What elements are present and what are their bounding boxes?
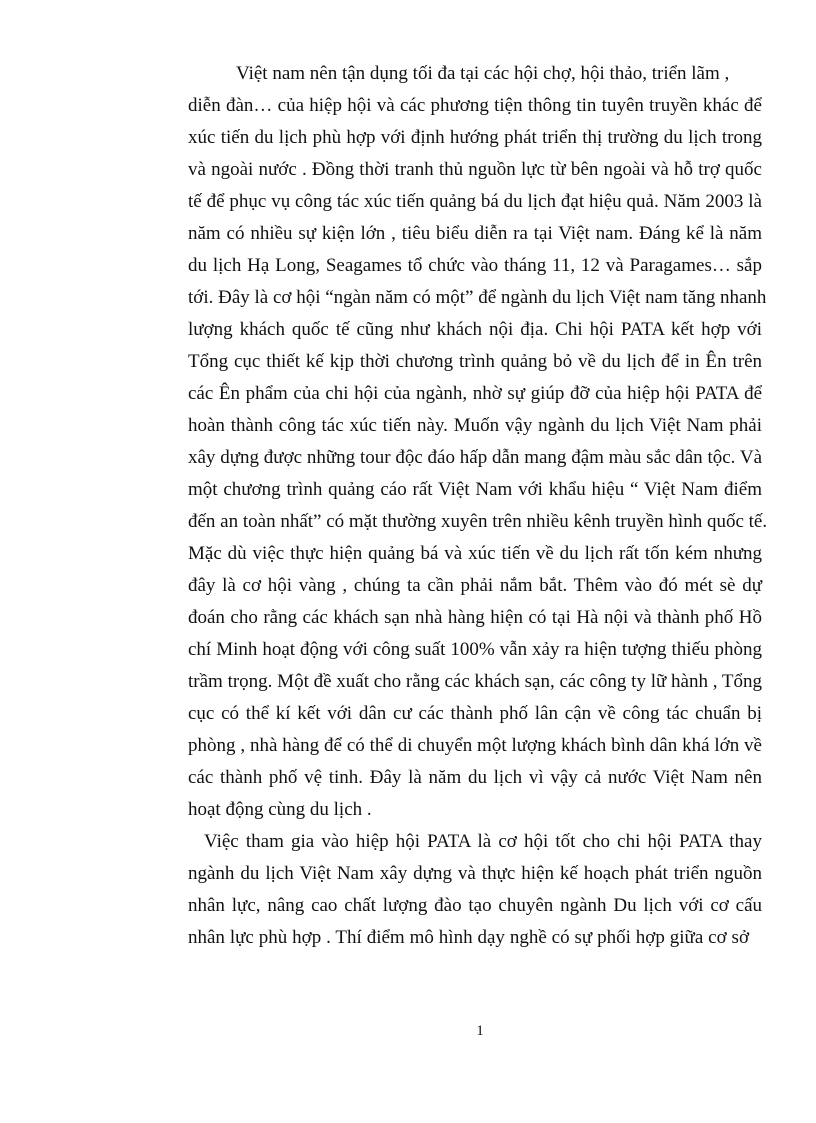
paragraph-line: trầm trọng. Một đề xuất cho rằng các khách sạn, các công ty lữ hành , Tổng [188, 671, 762, 692]
paragraph-line: du lịch Hạ Long, Seagames tổ chức vào tháng 11, 12 và Paragames… sắp [188, 255, 762, 276]
paragraph-line: các Ên phẩm của chi hội của ngành, nhờ sự giúp đỡ của hiệp hội PATA để [188, 383, 762, 404]
paragraph-line: Tổng cục thiết kế kịp thời chương trình quảng bỏ về du lịch để in Ên trên [188, 351, 762, 372]
paragraph-line: Mặc dù việc thực hiện quảng bá và xúc tiến về du lịch rất tốn kém nhưng [188, 543, 762, 564]
paragraph-line: cục có thể kí kết với dân cư các thành phố lân cận về công tác chuẩn bị [188, 703, 762, 724]
paragraph-line: diễn đàn… của hiệp hội và các phương tiện thông tin tuyên truyền khác để [188, 95, 762, 116]
paragraph-line: xúc tiến du lịch phù hợp với định hướng phát triển thị trường du lịch trong [188, 127, 762, 148]
paragraph-line: tới. Đây là cơ hội “ngàn năm có một” để ngành du lịch Việt nam tăng nhanh [188, 287, 767, 308]
paragraph-line: hoàn thành công tác xúc tiến này. Muốn vậy ngành du lịch Việt Nam phải [188, 415, 762, 436]
paragraph-line: Việc tham gia vào hiệp hội PATA là cơ hội tốt cho chi hội PATA thay [204, 831, 762, 852]
paragraph-line: nhân lực, nâng cao chất lượng đào tạo chuyên ngành Du lịch với cơ cấu [188, 895, 762, 916]
paragraph-line: xây dựng được những tour độc đáo hấp dẫn mang đậm màu sắc dân tộc. Và [188, 447, 762, 468]
paragraph-line: đoán cho rằng các khách sạn nhà hàng hiện có tại Hà nội và thành phố Hồ [188, 607, 762, 628]
paragraph-line: ngành du lịch Việt Nam xây dựng và thực hiện kế hoạch phát triển nguồn [188, 863, 762, 884]
paragraph-line: nhân lực phù hợp . Thí điểm mô hình dạy nghề có sự phối hợp giữa cơ sở [188, 927, 749, 948]
paragraph-line: lượng khách quốc tế cũng như khách nội địa. Chi hội PATA kết hợp với [188, 319, 762, 340]
paragraph-line: phòng , nhà hàng để có thể di chuyển một lượng khách bình dân khá lớn về [188, 735, 762, 756]
paragraph-line: một chương trình quảng cáo rất Việt Nam với khẩu hiệu “ Việt Nam điểm [188, 479, 762, 500]
paragraph-line: và ngoài nước . Đồng thời tranh thủ nguồn lực từ bên ngoài và hỗ trợ quốc [188, 159, 762, 180]
paragraph-line: các thành phố vệ tinh. Đây là năm du lịch vì vậy cả nước Việt Nam nên [188, 767, 762, 788]
paragraph-line: tế để phục vụ công tác xúc tiến quảng bá du lịch đạt hiệu quả. Năm 2003 là [188, 191, 762, 212]
paragraph-line: năm có nhiều sự kiện lớn , tiêu biểu diễn ra tại Việt nam. Đáng kể là năm [188, 223, 762, 244]
paragraph-line: chí Minh hoạt động với công suất 100% vẫn xảy ra hiện tượng thiếu phòng [188, 639, 762, 660]
paragraph-line: hoạt động cùng du lịch . [188, 799, 372, 820]
paragraph-line: Việt nam nên tận dụng tối đa tại các hội chợ, hội thảo, triển lãm , [236, 63, 730, 84]
paragraph-line: đây là cơ hội vàng , chúng ta cần phải nắm bắt. Thêm vào đó mét sè dự [188, 575, 762, 596]
paragraph-line: đến an toàn nhất” có mặt thường xuyên trên nhiều kênh truyền hình quốc tế. [188, 511, 768, 532]
page-number: 1 [476, 1023, 484, 1039]
